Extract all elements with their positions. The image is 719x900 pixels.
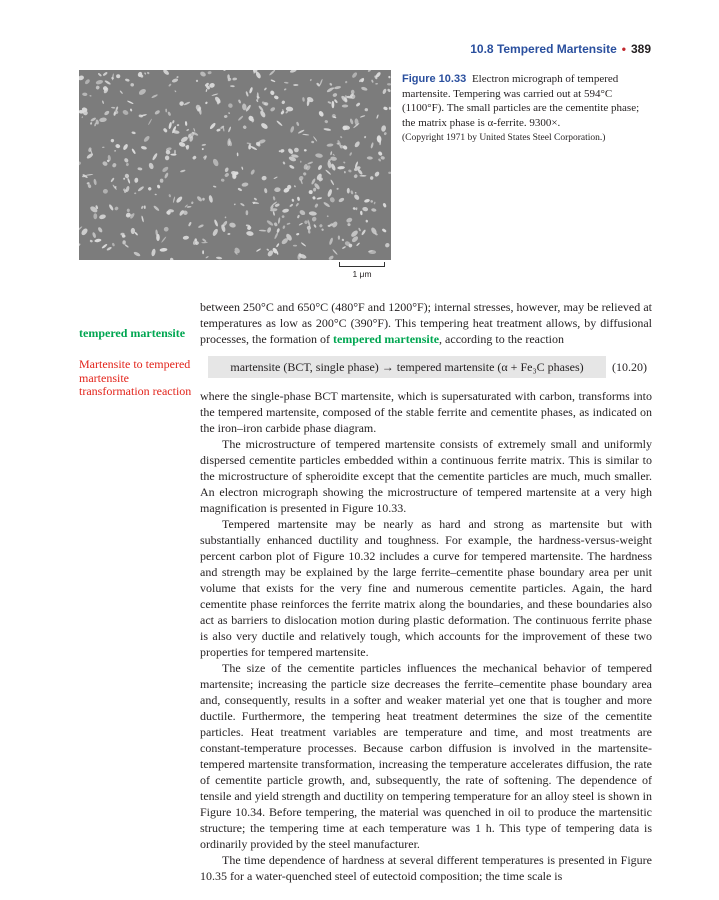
intro-paragraph [200,299,652,347]
running-header [470,42,651,56]
section-title: 10.8 Tempered Martensite [470,42,617,56]
cementite-particle [156,234,160,241]
intro-text-b: , according to the reaction [439,332,564,346]
figure-copyright: (Copyright 1971 by United States Steel Corporation.) [402,133,606,143]
margin-reaction-title: Martensite to tempered martensite transformation reaction [79,357,192,398]
paragraph: The microstructure of tempered martensite consists of extremely small and uniformly dispersed cementite particles embedded within a continuous ferrite matrix. This is similar to the microstructure of spheroidite except that the cementite particles are much, much smaller. An electron micrograph showing the microstructure of tempered martensite at a very high magnification is presented in Figure 10.33. [200,437,652,515]
intro-keyword: tempered martensite [332,332,440,346]
electron-micrograph [79,70,391,260]
figure-caption [402,72,652,146]
cementite-particle [246,210,249,215]
paragraph: where the single-phase BCT martensite, which is supersaturated with carbon, transforms into the tempered martensite, composed of the stable ferrite and cementite phases, as indicated on the iron–iron carbide phase diagram. [200,389,652,435]
margin-keyword: tempered martensite [79,326,186,340]
paragraph: The time dependence of hardness at several different temperatures is presented in Figure 10.35 for a water-quenched steel of eutectoid composition; the time scale is [200,853,652,883]
equation-box: martensite (BCT, single phase) → tempered martensite (α + Fe₃C phases) [208,356,606,378]
paragraph: Tempered martensite may be nearly as hard and strong as martensite but with substantially enhanced ductility and toughness. For example, the hardness-versus-weight percent carbon plot of Figure 10.32 includes a curve for tempered martensite. The hardness and strength may be explained by the large ferrite–cementite phase boundary area per unit volume that exists for the very fine and numerous cementite particles. Again, the hard cementite phase reinforces the ferrite matrix along the boundaries, and these boundaries also act as barriers to dislocation motion during plastic deformation. The continuous ferrite phase is also very ductile and relatively tough, which accounts for the improvement of these two properties for tempered martensite. [200,517,652,659]
micrograph-image [79,70,391,260]
paragraph: The size of the cementite particles influences the mechanical behavior of tempered martensite; increasing the particle size decreases the ferrite–cementite phase boundary area and, consequently, results in a softer and weaker material yet one that is tougher and more ductile. Furthermore, the tempering heat treatment determines the size of the cementite particles. Heat treatment variables are temperature and time, and most treatments are constant-temperature processes. Because carbon diffusion is involved in the martensite-tempered martensite transformation, increasing the temperature accelerates diffusion, the rate of cementite particle growth, and, subsequently, the rate of softening. The dependence of tensile and yield strength and ductility on tempering temperature for an alloy steel is shown in Figure 10.34. Before tempering, the material was quenched in oil to produce the martensitic structure; the tempering time at each temperature was 1 h. This type of tempering data is ordinarily provided by the steel manufacturer. [200,661,652,851]
figure-label: Figure 10.33 [402,73,467,85]
header-separator: • [621,42,626,56]
scale-bar-label: 1 μm [352,269,372,279]
main-text [200,388,652,884]
scale-bar [339,262,385,279]
equation-number: (10.20) [612,360,647,374]
page-number: 389 [630,42,651,56]
scale-bar-line [339,262,385,267]
cementite-particle [202,250,204,254]
figure-caption-text: Electron micrograph of tempered martensite. Tempering was carried out at 594°C (1100°F). The small particles are the cementite phase; the matrix phase is α-ferrite. 9300×. [402,73,640,129]
cementite-particle [93,213,97,219]
cementite-particle [174,150,176,155]
cementite-particle [144,205,146,209]
intro-text-a: between 250°C and 650°C (480°F and 1200°F); internal stresses, however, may be relieved at temperatures as low as 200°C (390°F). This tempering heat treatment allows, by diffusional processes, the formation of [200,300,652,346]
